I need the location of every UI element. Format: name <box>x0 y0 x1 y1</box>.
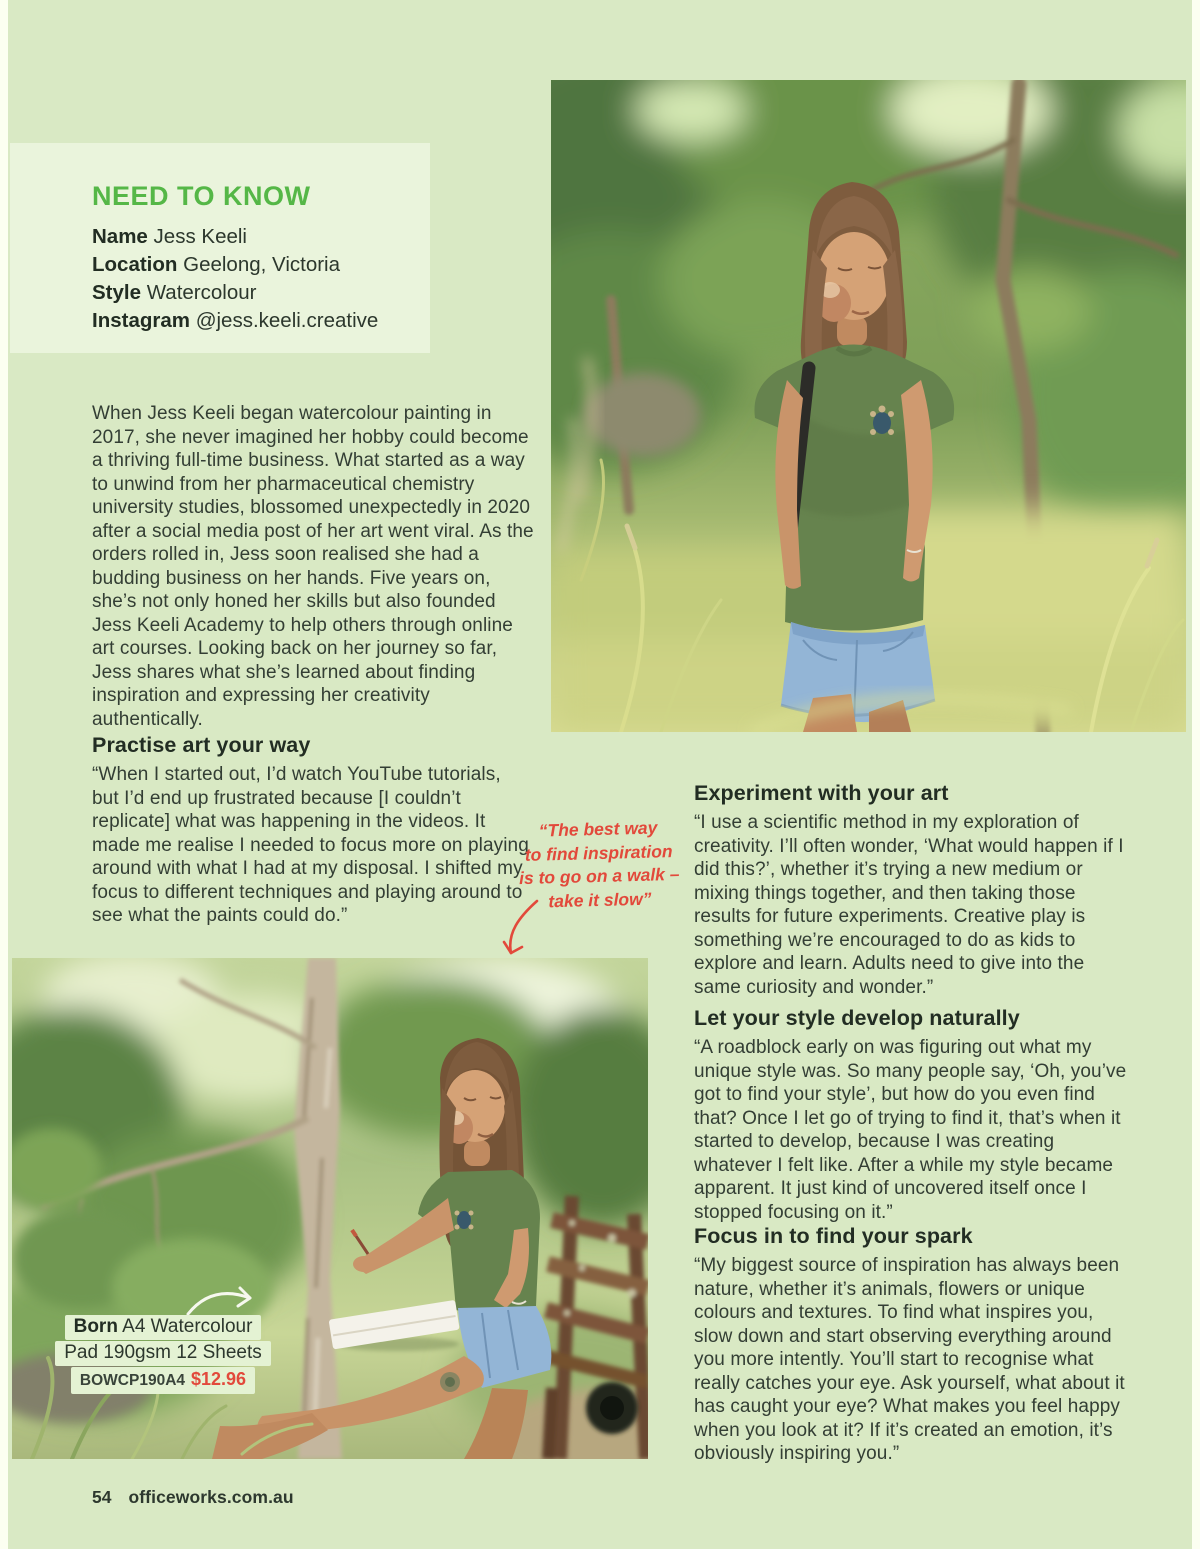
field-instagram: Instagram @jess.keeli.creative <box>92 309 379 332</box>
need-to-know-panel <box>10 143 430 353</box>
product-name-line1: Born A4 Watercolour <box>65 1315 262 1340</box>
section-style-naturally <box>694 1006 1132 1224</box>
product-price: $12.96 <box>191 1369 247 1389</box>
section-heading: Focus in to find your spark <box>694 1224 973 1248</box>
section-practise-art <box>92 733 532 928</box>
field-location: Location Geelong, Victoria <box>92 253 341 276</box>
page-footer <box>92 1487 294 1508</box>
section-heading: Experiment with your art <box>694 781 949 805</box>
section-body: “My biggest source of inspiration has always been nature, whether it’s animals, flowers or unique colours and textures. To find what inspires you, slow down and start observing everything around you more intently. You’ll start to recognise what really catches your eye. Ask yourself, what about it has caught your eye? What makes you feel happy when you look at it? If it’s created an emotion, it’s obviously inspiring you.” <box>694 1255 1125 1464</box>
section-heading: Let your style develop naturally <box>694 1006 1020 1030</box>
section-body: “I use a scientific method in my exploration of creativity. I’ll often wonder, ‘What would happen if I did this?’, whether it’s trying a new medium or mixing things together, and then taking those results for future experiments. Creative play is something we’re encouraged to do as kids to explore and learn. Adults need to give into the same curiosity and wonder.” <box>694 812 1124 998</box>
product-name-line2: Pad 190gsm 12 Sheets <box>55 1341 271 1366</box>
page-number: 54 <box>92 1487 112 1507</box>
need-to-know-fields <box>92 223 378 335</box>
pull-quote: “The best way to find inspiration is to go on a walk – take it slow” <box>518 817 680 911</box>
section-experiment <box>694 781 1132 999</box>
photo-walking-bushland <box>551 80 1186 732</box>
photo-walking-illustration <box>551 80 1186 732</box>
need-to-know-title: NEED TO KNOW <box>92 181 311 211</box>
quote-arrow-icon <box>497 897 545 959</box>
section-body: “When I started out, I’d watch YouTube tutorials, but I’d end up frustrated because [I couldn’t replicate] what was happening in the videos. It made me realise I needed to focus more on playing around with what I had at my disposal. I shifted my focus to different techniques and playing around to see what the paints could do.” <box>92 764 529 926</box>
product-tag <box>64 1314 262 1394</box>
photo-painting-on-chair <box>12 958 648 1459</box>
section-focus-spark <box>694 1224 1132 1466</box>
product-sku-price <box>71 1367 255 1394</box>
product-sku: BOWCP190A4 <box>79 1372 186 1389</box>
website-link[interactable]: officeworks.com.au <box>128 1487 294 1507</box>
turtle-logo <box>455 1211 474 1230</box>
instagram-handle-link[interactable]: @jess.keeli.creative <box>195 309 379 332</box>
field-name: Name Jess Keeli <box>92 225 247 248</box>
section-body: “A roadblock early on was figuring out what my unique style was. So many people say, ‘Oh, you’ve got to find your style’, but how do you even find that? Once I let go of trying to find it, that’s when it started to develop, because I was creating whatever I felt like. After a while my style became apparent. It just kind of uncovered itself once I stopped focusing on it.” <box>694 1037 1127 1223</box>
intro-paragraph: When Jess Keeli began watercolour painting in 2017, she never imagined her hobby could become a thriving full-time business. What started as a way to unwind from her pharmaceutical chemistry university studies, blossomed unexpectedly in 2020 after a social media post of her art went viral. As the orders rolled in, Jess soon realised she had a budding business on her hands. Five years on, she’s not only honed her skills but also founded Jess Keeli Academy to help others through online art courses. Looking back on her journey so far, Jess shares what she’s learned about finding inspiration and expressing her creativity authentically. <box>92 403 534 730</box>
section-heading: Practise art your way <box>92 733 311 757</box>
field-style: Style Watercolour <box>92 281 257 304</box>
